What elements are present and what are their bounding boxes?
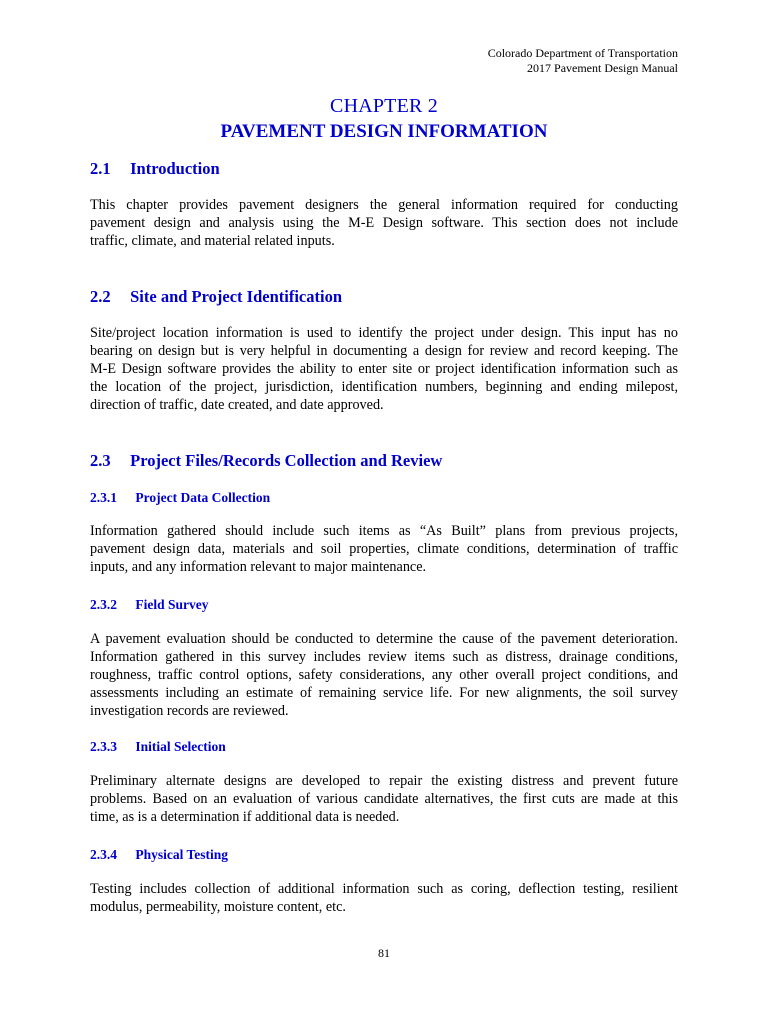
subsection-title: Field Survey xyxy=(135,597,209,612)
chapter-heading xyxy=(0,94,768,144)
subsection-number: 2.3.1 xyxy=(90,490,117,505)
subsection-title: Initial Selection xyxy=(135,739,226,754)
paragraph-line: investigation records are reviewed. xyxy=(90,703,289,719)
subsection-number: 2.3.2 xyxy=(90,597,117,612)
subsection-heading-2-3-3 xyxy=(90,738,226,755)
paragraph-project-data-collection xyxy=(90,522,678,576)
header-manual-title: 2017 Pavement Design Manual xyxy=(527,61,678,75)
subsection-heading-2-3-4 xyxy=(90,846,228,863)
paragraph-introduction xyxy=(90,196,678,250)
section-title: Introduction xyxy=(130,159,220,178)
paragraph-line: assessments including an estimate of remaining service life. For new alignments, the soil survey xyxy=(90,685,678,701)
paragraph-line: problems. Based on an evaluation of various candidate alternatives, the first cuts are made at this xyxy=(90,791,678,807)
paragraph-line: Testing includes collection of additional information such as coring, deflection testing, resilient xyxy=(90,881,678,897)
subsection-number: 2.3.4 xyxy=(90,847,117,862)
section-number: 2.3 xyxy=(90,451,111,470)
chapter-number: CHAPTER 2 xyxy=(330,95,438,117)
paragraph-line: direction of traffic, date created, and date approved. xyxy=(90,397,384,413)
paragraph-initial-selection xyxy=(90,772,678,826)
paragraph-line: pavement design and analysis using the M-E Design software. This section does not include xyxy=(90,215,678,231)
paragraph-field-survey xyxy=(90,630,678,720)
subsection-heading-2-3-2 xyxy=(90,596,209,613)
section-heading-2-2 xyxy=(90,287,342,307)
section-number: 2.2 xyxy=(90,287,111,306)
paragraph-line: Information gathered in this survey includes review items such as distress, drainage conditions, xyxy=(90,649,678,665)
paragraph-line: This chapter provides pavement designers the general information required for conducting xyxy=(90,197,678,213)
chapter-title: PAVEMENT DESIGN INFORMATION xyxy=(220,121,548,142)
paragraph-physical-testing xyxy=(90,880,678,916)
paragraph-line: A pavement evaluation should be conducted to determine the cause of the pavement deterioration. xyxy=(90,631,678,647)
paragraph-line: inputs, and any information relevant to major maintenance. xyxy=(90,559,427,575)
paragraph-line: Information gathered should include such items as “As Built” plans from previous projects, xyxy=(90,523,678,539)
section-heading-2-1 xyxy=(90,159,220,179)
paragraph-line: the location of the project, jurisdiction, identification numbers, beginning and ending milepost, xyxy=(90,379,678,395)
paragraph-line: M-E Design software provides the ability to enter site or project identification information such as xyxy=(90,361,678,377)
paragraph-site-identification xyxy=(90,324,678,414)
section-title: Project Files/Records Collection and Review xyxy=(130,451,443,470)
running-header xyxy=(488,46,678,76)
header-organization: Colorado Department of Transportation xyxy=(487,46,678,60)
section-number: 2.1 xyxy=(90,159,111,178)
subsection-number: 2.3.3 xyxy=(90,739,117,754)
paragraph-line: Preliminary alternate designs are developed to repair the existing distress and prevent future xyxy=(90,773,678,789)
subsection-heading-2-3-1 xyxy=(90,489,270,506)
subsection-title: Physical Testing xyxy=(135,847,229,862)
paragraph-line: bearing on design but is very helpful in documenting a design for review and record keeping. The xyxy=(90,343,678,359)
paragraph-line: pavement design data, materials and soil properties, climate conditions, determination of traffic xyxy=(90,541,678,557)
paragraph-line: traffic, climate, and material related inputs. xyxy=(90,233,335,249)
paragraph-line: Site/project location information is used to identify the project under design. This input has no xyxy=(90,325,678,341)
section-title: Site and Project Identification xyxy=(130,287,343,306)
paragraph-line: modulus, permeability, moisture content, etc. xyxy=(90,899,346,915)
section-heading-2-3 xyxy=(90,451,442,471)
paragraph-line: roughness, traffic control options, safety considerations, any other overall project conditions, and xyxy=(90,667,678,683)
paragraph-line: time, as is a determination if additional data is needed. xyxy=(90,809,400,825)
page-number: 81 xyxy=(378,946,390,960)
subsection-title: Project Data Collection xyxy=(135,490,271,505)
